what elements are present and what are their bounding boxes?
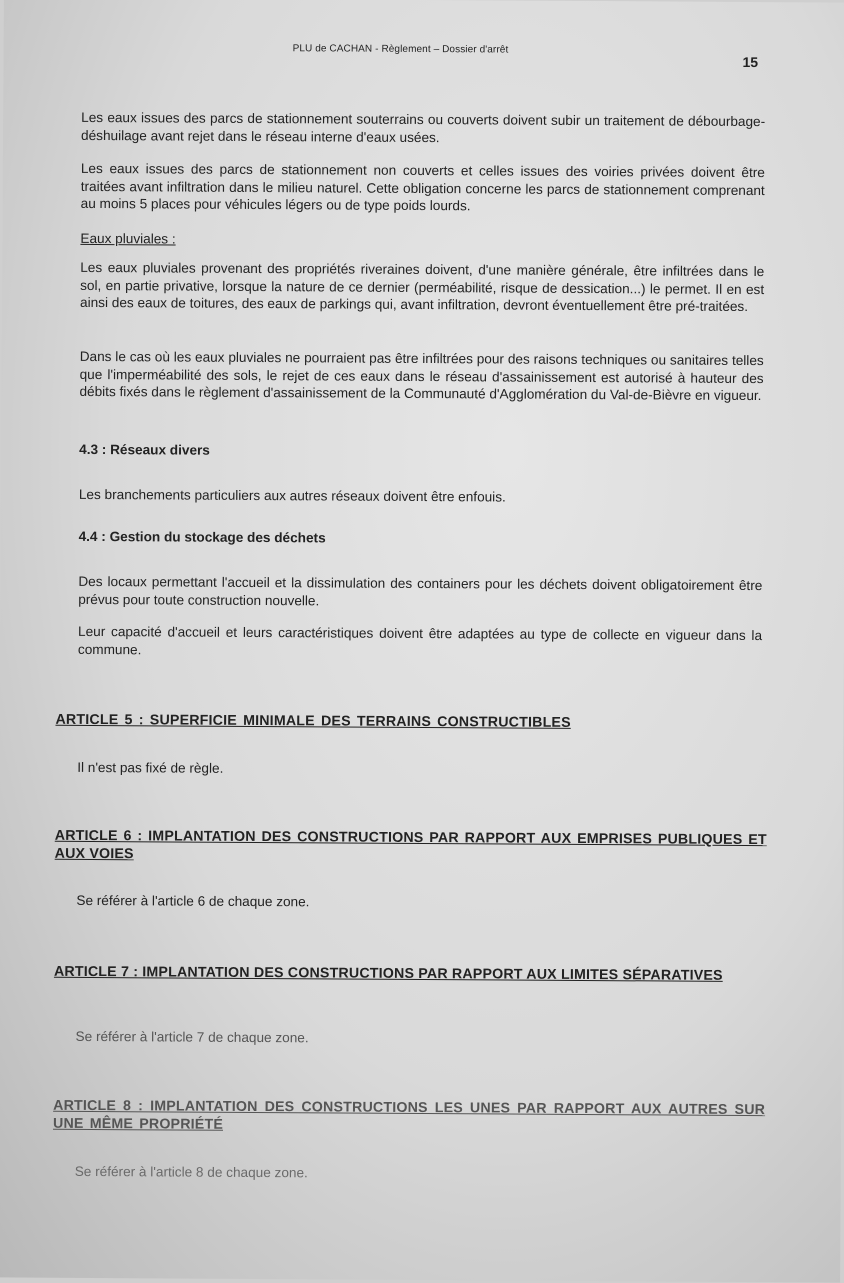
section-4-4-heading: 4.4 : Gestion du stockage des déchets <box>78 528 326 546</box>
article-7-title: ARTICLE 7 : IMPLANTATION DES CONSTRUCTIONS PAR RAPPORT AUX LIMITES SÉPARATIVES <box>53 963 723 984</box>
article-5-text: Il n'est pas fixé de règle. <box>77 759 224 776</box>
page-number: 15 <box>742 53 759 71</box>
eaux-pluviales-heading: Eaux pluviales : <box>80 230 176 247</box>
paragraph-eaux-pluviales-infiltration: Les eaux pluviales provenant des propriétés riveraines doivent, d'une manière générale, être infiltrées dans le sol, en partie privative, lorsque la nature de ce dernier (perméabilité, risque de dessication...) le permet. Il en est ainsi des eaux de toitures, des eaux de parkings qui, avant infiltration, devront éventuellement être pré-traitées. <box>80 259 765 314</box>
paragraph-parking-open: Les eaux issues des parcs de stationnement non couverts et celles issues des voiries privées doivent être traitées avant infiltration dans le milieu naturel. Cette obligation concerne les parcs de stationnement comprenant au moins 5 places pour véhicules légers ou de type poids lourds. <box>80 160 765 214</box>
article-6-title: ARTICLE 6 : IMPLANTATION DES CONSTRUCTIONS PAR RAPPORT AUX EMPRISES PUBLIQUES ET AUX VOIES <box>54 827 767 862</box>
section-4-4-text-2: Leur capacité d'accueil et leurs caractéristiques doivent être adaptées au type de collecte en vigueur dans la commune. <box>77 623 763 657</box>
article-8-text: Se référer à l'article 8 de chaque zone. <box>74 1163 308 1181</box>
article-5-title: ARTICLE 5 : SUPERFICIE MINIMALE DES TERRAINS CONSTRUCTIBLES <box>55 711 571 731</box>
article-6-text: Se référer à l'article 6 de chaque zone. <box>76 892 310 910</box>
article-8-title: ARTICLE 8 : IMPLANTATION DES CONSTRUCTIONS LES UNES PAR RAPPORT AUX AUTRES SUR UNE MÊME PROPRIÉTÉ <box>52 1097 766 1133</box>
paragraph-eaux-pluviales-rejet: Dans le cas où les eaux pluviales ne pourraient pas être infiltrées pour des raisons techniques ou sanitaires telles que l'imperméabilité des sols, le rejet de ces eaux dans le réseau d'assainissement est autorisé à hauteur des débits fixés dans le règlement d'assainissement de la Communauté d'Agglomération du Val-de-Bièvre en vigueur. <box>79 348 764 404</box>
paragraph-parking-underground: Les eaux issues des parcs de stationnement souterrains ou couverts doivent subir un traitement de débourbage-déshuilage avant rejet dans le réseau interne d'eaux usées. <box>81 109 766 145</box>
section-4-4-text-1: Des locaux permettant l'accueil et la dissimulation des containers pour les déchets doivent obligatoirement être prévus pour toute construction nouvelle. <box>78 573 763 608</box>
section-4-3-text: Les branchements particuliers aux autres réseaux doivent être enfouis. <box>78 486 506 505</box>
article-7-text: Se référer à l'article 7 de chaque zone. <box>75 1028 309 1046</box>
running-header: PLU de CACHAN - Règlement – Dossier d'arrêt <box>292 43 509 56</box>
section-4-3-heading: 4.3 : Réseaux divers <box>79 441 210 458</box>
